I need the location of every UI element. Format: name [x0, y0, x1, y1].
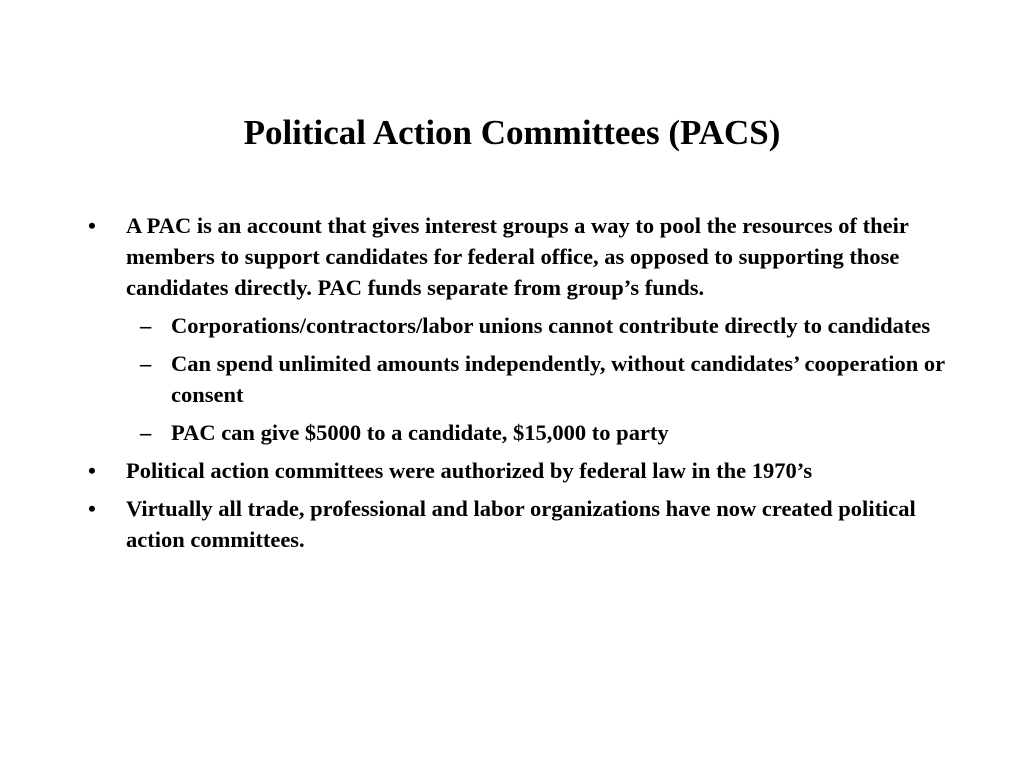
- sub-bullet-text: PAC can give $5000 to a candidate, $15,000 to party: [171, 420, 669, 445]
- sub-bullet-marker: –: [140, 420, 152, 445]
- bullet-marker: •: [88, 458, 96, 483]
- sub-bullet-marker: –: [140, 351, 152, 376]
- bullet-item: [86, 493, 966, 555]
- bullet-marker: •: [88, 496, 96, 521]
- sub-bullet-marker: –: [140, 313, 152, 338]
- bullet-marker: •: [88, 213, 96, 238]
- bullet-item: [86, 210, 966, 303]
- sub-bullet-item: [86, 417, 966, 448]
- slide-title: Political Action Committees (PACS): [243, 113, 781, 152]
- sub-bullet-item: [86, 348, 966, 410]
- sub-bullet-list: [86, 310, 966, 448]
- bullet-text: A PAC is an account that gives interest groups a way to pool the resources of their members to support candidates for federal office, as opposed to supporting those candidates directly. PAC funds separate from group’s funds.: [126, 213, 909, 300]
- bullet-text: Political action committees were authorized by federal law in the 1970’s: [126, 458, 813, 483]
- sub-bullet-text: Corporations/contractors/labor unions cannot contribute directly to candidates: [171, 313, 931, 338]
- sub-bullet-item: [86, 310, 966, 341]
- bullet-text: Virtually all trade, professional and labor organizations have now created political action committees.: [126, 496, 916, 552]
- sub-bullet-text: Can spend unlimited amounts independently, without candidates’ cooperation or consent: [171, 351, 945, 407]
- bullet-item: [86, 455, 966, 486]
- slide-body: [86, 210, 966, 562]
